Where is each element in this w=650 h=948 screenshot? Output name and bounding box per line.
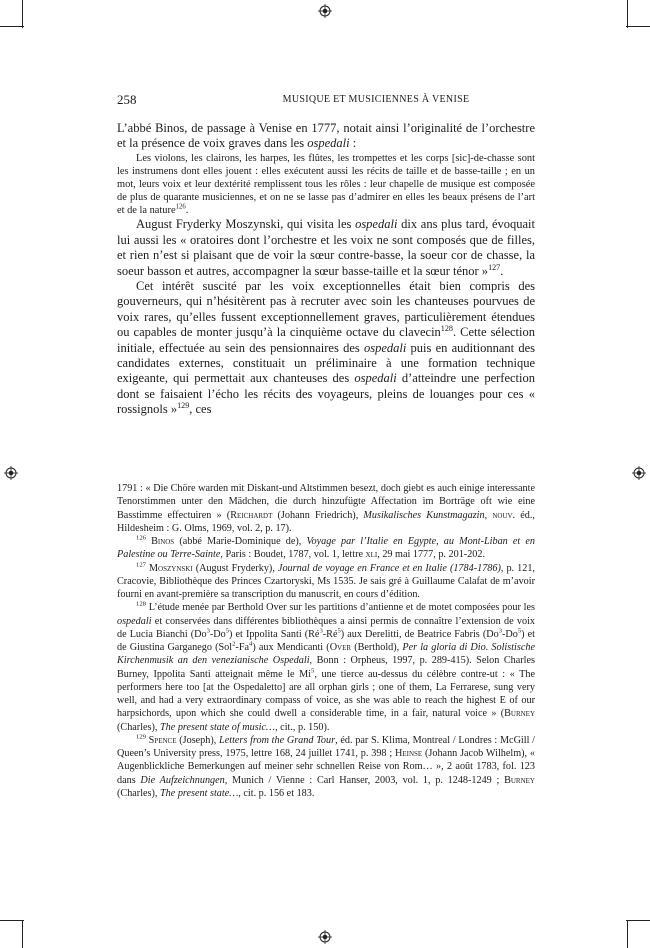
text: (Joseph), [176, 734, 220, 746]
text-italic: Letters from the Grand Tour [219, 734, 336, 746]
text: L’étude menée par Berthold Over sur les partitions d’antienne et de motet composées pour les [148, 602, 535, 614]
text-smallcaps: nouv. [492, 509, 516, 521]
text-italic: Journal de voyage en France et en Italie (1784-1786) [277, 562, 501, 574]
paragraph-moszynski [117, 217, 535, 279]
text: 1791 : « Die Chöre warden mit Diskant-und Altstimmen besezt, doch giebt es auch einige interessante Tenorstimmen unter den Mädchen, die durch hinzufügte Affectation im Borträge oft wie eine Basstimme effectuiren » ( [117, 483, 535, 521]
footnote-number: 127 [136, 561, 146, 569]
footnote-129 [117, 734, 535, 800]
text: éd., Hildesheim : G. Olms, 1969, vol. 2, p. 17). [117, 509, 535, 534]
block-quote [117, 152, 535, 217]
crop-mark [626, 26, 650, 27]
footnote-number: 128 [136, 600, 146, 608]
text-italic: Musikalisches Kunstmagazin [363, 509, 485, 521]
registration-mark-icon [318, 930, 332, 944]
footnote-ref: 128 [440, 323, 453, 333]
text: , ces [189, 402, 212, 417]
text: . [185, 205, 189, 217]
pitch-octave: 4 [249, 640, 253, 648]
text: (Charles), [117, 787, 160, 799]
text: , cit. p. 156 et 183. [238, 787, 315, 799]
text-smallcaps: Reichardt [230, 509, 273, 521]
text-italic: ospedali [354, 371, 397, 386]
text: , Munich / Vienne : Carl Hanser, 2003, vol. 1, p. 1248-1249 ; [224, 774, 505, 786]
crop-mark [627, 920, 628, 948]
footnote-continued [117, 482, 535, 535]
text: (abbé Marie-Dominique de), [174, 536, 307, 547]
text-italic: Voyage par l’Italie en Egypte, au Mont-Liban et en Palestine ou Terre-Sainte [117, 536, 535, 561]
crop-mark [22, 0, 23, 28]
crop-mark [0, 920, 24, 921]
running-title: MUSIQUE ET MUSICIENNES À VENISE [282, 94, 470, 105]
text: , une tierce au-dessus du célèbre contre-ut : « The performers here too [at the Ospedaletto] are all orphan girls ; one of them, La Ferrarese, sung very well, and had a very extraordinary compass of voice, as she was able to reach the highest E of our harpsichords, upon which she could dwell a considerable time, in a fair, natural voice » ( [117, 668, 535, 720]
text: , cit., p. 150). [275, 721, 330, 733]
crop-mark [0, 26, 24, 27]
text: . Cette sélection initiale, effectuée au sein des pensionnaires des [117, 325, 535, 355]
text-smallcaps: Heinse [394, 748, 423, 759]
text-italic: Die Aufzeichnungen [140, 774, 225, 786]
text: puis en auditionnant des candidates externes, constituait un préliminaire à une formation technique exigeante, qui permettait aux chanteuses des [117, 340, 535, 386]
footnote-number: 129 [136, 733, 146, 741]
text-italic: ospedali [355, 217, 398, 232]
text-smallcaps: xli [365, 549, 378, 561]
pitch-octave: 5 [311, 667, 315, 675]
text-italic: ospedali [363, 340, 407, 355]
text: ) et Ippolita Santi (Ré [229, 628, 320, 640]
text: L’abbé Binos, de passage à Venise en 1777, notait ainsi l’originalité de l’orchestre et la présence de voix graves dans les [117, 121, 535, 151]
text: . [500, 263, 504, 278]
pitch-octave: 5 [517, 627, 522, 635]
text: (Johann Jacob Wilhelm), « Augenblickliche Bemerkungen auf meiner sehr schnellen Reise von Rom… », 2 août 1783, fol. 123 dans [117, 748, 535, 786]
footnotes [117, 482, 535, 800]
crop-mark [627, 0, 628, 28]
registration-mark-icon [318, 4, 332, 18]
quote-text: Les violons, les clairons, les harpes, les flûtes, les trompettes et les corps [sic]-de-chasse sont les instrumens dont elles jouent : elles exécutent aussi les récits de taille et de basse-taille ; en un mot, leurs voix et leur dextérité remplissent tous les rôles : leur chapelle de musique est composée de plus de quarante musiciennes, et on ne se lasse pas d’admirer en elles les beaux présens de l’art et de la nature [117, 152, 535, 217]
text: ) et de Giustina Garganego (Sol [117, 628, 535, 653]
text: August Fryderky Moszynski, qui visita les [136, 217, 356, 232]
paragraph-intro [117, 121, 535, 152]
pitch-octave: 3 [319, 627, 323, 635]
pitch-octave: 3 [498, 627, 503, 635]
text: -Fa [235, 642, 250, 653]
registration-mark-icon [632, 466, 646, 480]
text: d’atteindre une perfection dont se faisaient l’écho les récits des voyageurs, pleins de louanges pour ces « rossignols » [117, 371, 535, 417]
text: Cet intérêt suscité par les voix exceptionnelles était bien compris des gouverneurs, qui n’hésitèrent pas à recruter avec soin les chanteuses pourvues de voix rares, qu’elles fussent exceptionnellement graves, particulièrement étendues ou capables de monter jusqu’à la cinquième octave du clavecin [117, 278, 535, 340]
text: ) aux Mendicanti ( [252, 642, 330, 653]
crop-mark [626, 920, 650, 921]
text: , p. 121, Cracovie, Bibliothèque des Princes Czartoryski, Ms 1535. Je sais gré à Guillaume Calafat de m’avoir fourni en avant-première sa transcription du manuscrit, en cours d’édition. [117, 562, 535, 600]
footnote-126 [117, 535, 535, 562]
text-italic: ospedali [117, 615, 152, 627]
text-smallcaps: Moszynski [148, 562, 193, 574]
registration-mark-icon [4, 466, 18, 480]
text: (August Fryderky), [192, 562, 278, 574]
pitch-octave: 5 [225, 627, 230, 635]
footnote-ref: 129 [177, 401, 190, 410]
text: (Charles), [117, 721, 160, 733]
text: , [484, 509, 493, 521]
text: : [349, 136, 357, 151]
text: , 29 mai 1777, p. 201-202. [377, 549, 486, 561]
text-smallcaps: Binos [151, 536, 175, 547]
text-italic: Per la gloria di Dio. Solistische Kirchenmusik an den venezianische Ospedali [117, 642, 535, 667]
pitch-octave: 2 [232, 640, 236, 648]
text: dix ans plus tard, évoquait lui aussi les « oratoires dont l’orchestre et les voix ne sont composés que de filles, et rien n’est si plaisant que de voir la sœur contre-basse, la soeur cor de chasse, la soeur basson et autres, accompagner la sœur basse-taille et la sœur ténor » [117, 217, 535, 278]
text: -Do [502, 628, 518, 640]
crop-mark [22, 920, 23, 948]
text-smallcaps: Spence [148, 734, 177, 746]
footnote-128 [117, 601, 535, 734]
footnote-ref: 126 [175, 203, 186, 211]
footnote-127 [117, 562, 535, 602]
text: , éd. par S. Klima, Montreal / Londres : McGill / Queen’s University press, 1975, lettre 168, 24 juillet 1741, p. 398 ; [117, 734, 535, 759]
text: , Paris : Boudet, 1787, vol. 1, lettre [220, 549, 366, 561]
text: (Berthold), [351, 642, 403, 653]
pitch-octave: 5 [337, 627, 341, 635]
text-italic: ospedali [307, 136, 350, 151]
page-number: 258 [117, 92, 137, 107]
pitch-octave: 3 [206, 627, 210, 635]
page-header [117, 92, 535, 108]
body-text [117, 121, 535, 418]
text: et conservées dans différentes bibliothèques a ainsi permis de connaître l’extension de voix de Lucia Bianchi (Do [117, 615, 535, 640]
text: -Do [209, 628, 226, 640]
footnote-number: 126 [136, 534, 146, 542]
text: , Bonn : Orpheus, 1997, p. 289-415). Selon Charles Burney, Ippolita Santi atteignait même le Mi [117, 655, 535, 680]
footnote-ref: 127 [488, 262, 501, 272]
text: ) aux Derelitti, de Beatrice Fabris (Do [340, 628, 499, 640]
text-italic: The present state… [160, 787, 239, 799]
text-smallcaps: Over [329, 642, 352, 653]
text: -Ré [322, 628, 338, 640]
text-smallcaps: Burney [504, 708, 535, 720]
text: (Johann Friedrich), [272, 509, 364, 521]
text-smallcaps: Burney [504, 774, 535, 786]
text-italic: The present state of music… [160, 721, 276, 733]
paragraph-voices [117, 279, 535, 418]
